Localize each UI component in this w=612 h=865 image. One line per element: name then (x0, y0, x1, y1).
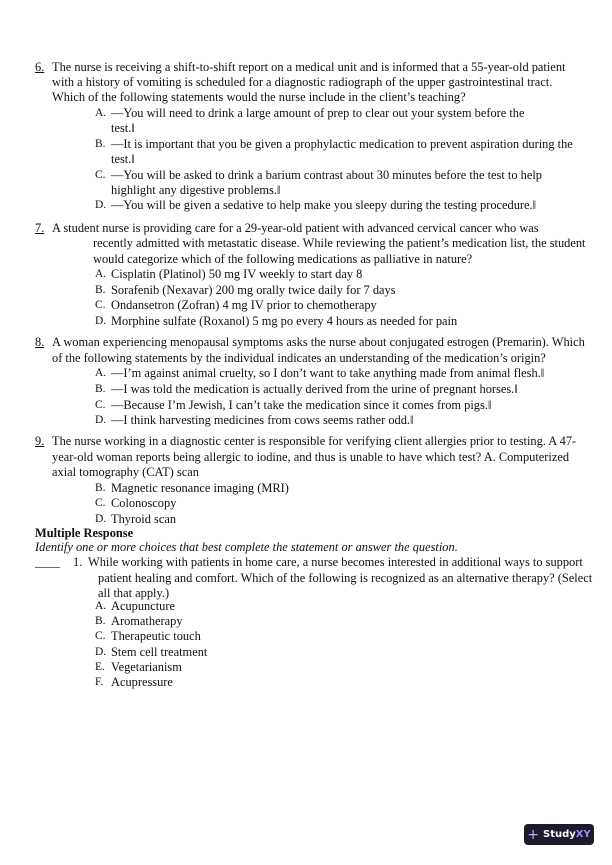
option-text: test.‖ (111, 152, 135, 166)
option-text: Morphine sulfate (Roxanol) 5 mg po every 4 hours as needed for pain (111, 314, 458, 328)
option-letter: E. (95, 660, 105, 673)
option-letter: A. (95, 268, 107, 280)
question-stem-line: of the following statements by the individual indicates an understanding of the medication’s origin? (52, 351, 546, 365)
option-text: Sorafenib (Nexavar) 200 mg orally twice daily for 7 days (111, 283, 396, 297)
option-text: Magnetic resonance imaging (MRI) (111, 481, 289, 495)
question-number: 6. (35, 60, 45, 74)
studyxy-badge[interactable] (524, 824, 594, 845)
question-stem-line: axial tomography (CAT) scan (52, 465, 199, 479)
option-letter: B. (95, 482, 106, 494)
question-stem-line: year-old woman reports being allergic to iodine, and thus is unable to have which test? A. Computerized (52, 450, 570, 464)
option-text: Therapeutic touch (111, 629, 201, 644)
question-stem-line: The nurse working in a diagnostic center is responsible for verifying client allergies prior to testing. A 47- (52, 434, 577, 448)
option-text: —I was told the medication is actually derived from the urine of pregnant horses.‖ (111, 382, 518, 396)
section-instructions: Identify one or more choices that best complete the statement or answer the question. (35, 540, 458, 554)
option-text: —Because I’m Jewish, I can’t take the medication since it comes from pigs.‖ (111, 398, 492, 412)
option-text: Stem cell treatment (111, 644, 208, 659)
option-letter: F. (95, 676, 104, 688)
option-letter: A. (95, 107, 107, 119)
question-stem-line: Which of the following statements would the nurse include in the client’s teaching? (52, 90, 466, 104)
option-text: Aromatherapy (111, 614, 183, 629)
option-letter: C. (95, 399, 106, 411)
question-stem-line: would categorize which of the following medications as palliative in nature? (93, 252, 473, 266)
question-number: 7. (35, 221, 45, 235)
option-text: —It is important that you be given a prophylactic medication to prevent aspiration during the (111, 137, 573, 151)
question-stem-line: recently admitted with metastatic disease. While reviewing the patient’s medication list, the student (93, 236, 586, 250)
option-letter: C. (95, 299, 106, 311)
question-stem-line: While working with patients in home care, a nurse becomes interested in additional ways to support (88, 555, 583, 569)
option-letter: B. (95, 138, 106, 150)
question-number: 8. (35, 335, 45, 349)
question-stem-line: patient healing and comfort. Which of the following is recognized as an alternative therapy? (Select (98, 571, 593, 585)
option-text: —You will need to drink a large amount of prep to clear out your system before the (111, 106, 525, 120)
option-letter: D. (95, 414, 107, 426)
option-letter: B. (95, 383, 106, 395)
question-stem-line: A student nurse is providing care for a 29-year-old patient with advanced cervical cancer who was (52, 221, 539, 235)
question-stem-line: A woman experiencing menopausal symptoms asks the nurse about conjugated estrogen (Premarin). Which (52, 335, 585, 349)
section-title: Multiple Response (35, 526, 134, 540)
question-stem-line: The nurse is receiving a shift-to-shift report on a medical unit and is informed that a 55-year-old patient (52, 60, 566, 74)
option-text: Thyroid scan (111, 512, 177, 526)
option-letter: B. (95, 615, 106, 628)
question-number: 9. (35, 434, 45, 448)
answer-blank: ____ (35, 555, 60, 569)
option-letter: C. (95, 630, 106, 643)
option-text: —I’m against animal cruelty, so I don’t want to take anything made from animal flesh.‖ (111, 366, 545, 380)
option-text: Colonoscopy (111, 496, 177, 510)
option-text: —You will be asked to drink a barium contrast about 30 minutes before the test to help (111, 168, 542, 182)
option-letter: C. (95, 169, 106, 181)
question-stem-line: all that apply.) (98, 586, 170, 600)
question-stem-line: with a history of vomiting is scheduled for a diagnostic radiograph of the upper gastrointestinal tract. (52, 75, 553, 89)
option-letter: D. (95, 513, 107, 525)
option-text: Cisplatin (Platinol) 50 mg IV weekly to start day 8 (111, 267, 363, 281)
option-text: —You will be given a sedative to help make you sleepy during the testing procedure.‖ (111, 198, 537, 212)
brand-accent-text: XY (575, 829, 591, 840)
brand-text: Study (543, 829, 576, 840)
question-number: 1. (73, 555, 83, 569)
option-text: Ondansetron (Zofran) 4 mg IV prior to chemotherapy (111, 298, 377, 312)
option-letter: A. (95, 367, 107, 379)
option-text: Acupressure (111, 675, 173, 689)
option-letter: A. (95, 600, 107, 612)
option-text: highlight any digestive problems.‖ (111, 183, 281, 197)
option-letter: D. (95, 315, 107, 327)
option-letter: C. (95, 497, 106, 509)
option-letter: D. (95, 199, 107, 211)
option-text: test.‖ (111, 121, 135, 135)
option-text: —I think harvesting medicines from cows seems rather odd.‖ (111, 413, 414, 427)
option-letter: B. (95, 284, 106, 296)
option-text: Acupuncture (111, 599, 175, 613)
option-text: Vegetarianism (111, 659, 182, 674)
plus-icon: + (527, 826, 539, 843)
option-letter: D. (95, 645, 107, 658)
